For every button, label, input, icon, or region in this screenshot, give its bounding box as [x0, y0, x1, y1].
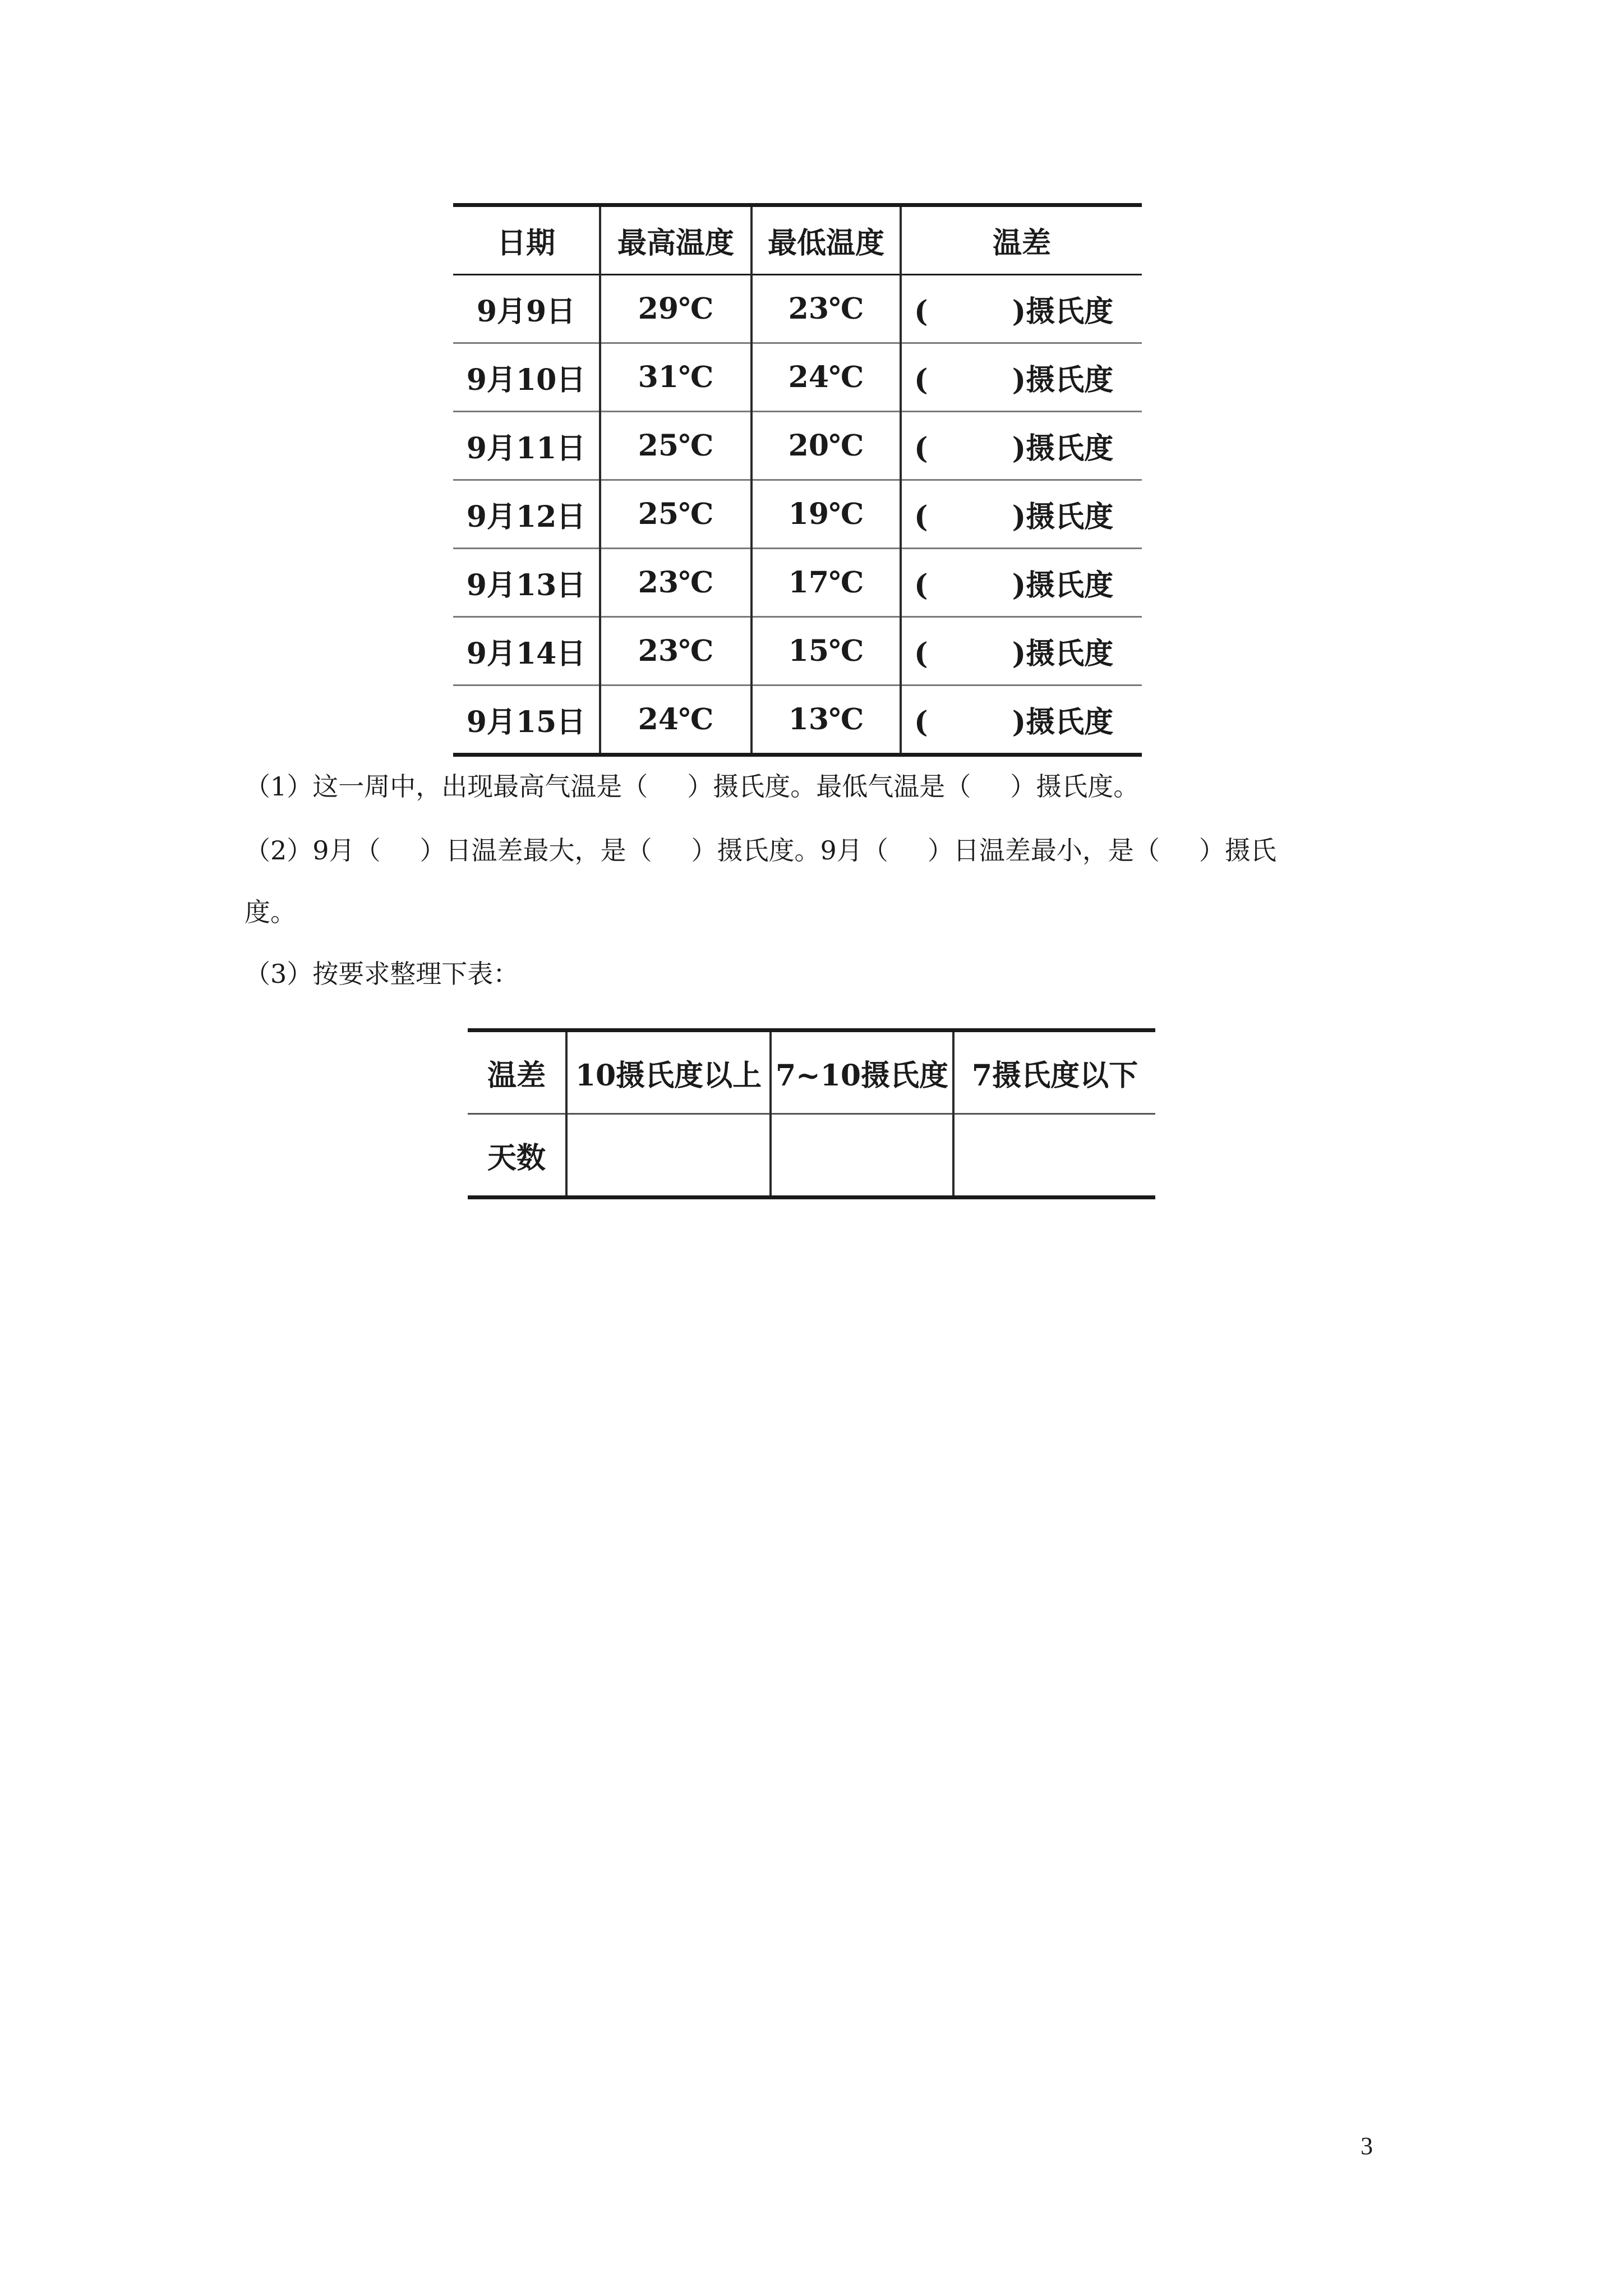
date-cell: 9月9日	[453, 275, 600, 343]
high-temp-cell: 23℃	[600, 617, 751, 685]
table-row	[453, 412, 1142, 480]
header-below-7: 7摄氏度以下	[953, 1030, 1155, 1114]
low-temp-cell: 24℃	[751, 343, 901, 412]
table-row	[453, 480, 1142, 549]
question-2-text-a: （2）9月（	[245, 835, 381, 866]
high-temp-cell: 25℃	[600, 480, 751, 549]
low-temp-cell: 20℃	[751, 412, 901, 480]
temp-diff-blank-cell[interactable]	[901, 549, 1142, 617]
paren-open: (	[914, 295, 928, 329]
temperature-table-header	[453, 205, 1142, 275]
high-temp-cell: 24℃	[600, 685, 751, 755]
date-cell: 9月15日	[453, 685, 600, 755]
question-1-text-c: ）摄氏度。	[1010, 771, 1140, 802]
low-temp-cell: 13℃	[751, 685, 901, 755]
question-2-text-c: ）摄氏度。9月（	[691, 835, 888, 866]
unit-label: )摄氏度	[1012, 500, 1114, 534]
paren-open: (	[914, 705, 928, 739]
table-row	[453, 343, 1142, 412]
high-temp-cell: 29℃	[600, 275, 751, 343]
low-temp-cell: 15℃	[751, 617, 901, 685]
date-cell: 9月11日	[453, 412, 600, 480]
temp-diff-blank-cell[interactable]	[901, 480, 1142, 549]
unit-label: )摄氏度	[1012, 705, 1114, 739]
header-temp-diff: 温差	[901, 205, 1142, 275]
paren-open: (	[914, 500, 928, 534]
date-cell: 9月13日	[453, 549, 600, 617]
date-cell: 9月10日	[453, 343, 600, 412]
header-temp-diff: 温差	[468, 1030, 566, 1114]
summary-table	[468, 1028, 1155, 1199]
question-1-text-b: ）摄氏度。最低气温是（	[687, 771, 971, 802]
question-1-text-a: （1）这一周中，出现最高气温是（	[245, 771, 648, 802]
row-label-days: 天数	[468, 1114, 566, 1198]
temperature-table	[453, 203, 1142, 757]
days-below-7-blank[interactable]	[953, 1114, 1155, 1198]
header-date: 日期	[453, 205, 600, 275]
question-2-line-2: 度。	[245, 897, 296, 927]
question-2-line-1	[245, 834, 1276, 867]
paren-open: (	[914, 363, 928, 397]
temp-diff-blank-cell[interactable]	[901, 617, 1142, 685]
paren-open: (	[914, 431, 928, 466]
table-row	[453, 617, 1142, 685]
temp-diff-blank-cell[interactable]	[901, 275, 1142, 343]
header-low-temp: 最低温度	[751, 205, 901, 275]
unit-label: )摄氏度	[1012, 295, 1114, 329]
low-temp-cell: 23℃	[751, 275, 901, 343]
temp-diff-blank-cell[interactable]	[901, 685, 1142, 755]
header-above-10: 10摄氏度以上	[566, 1030, 771, 1114]
days-above-10-blank[interactable]	[566, 1114, 771, 1198]
question-2-text-d: ）日温差最小，是（	[927, 835, 1160, 866]
high-temp-cell: 23℃	[600, 549, 751, 617]
page-number: 3	[1361, 2132, 1373, 2160]
unit-label: )摄氏度	[1012, 568, 1114, 602]
days-7-to-10-blank[interactable]	[771, 1114, 953, 1198]
table-row	[453, 549, 1142, 617]
high-temp-cell: 25℃	[600, 412, 751, 480]
question-2-text-b: ）日温差最大，是（	[419, 835, 652, 866]
low-temp-cell: 19℃	[751, 480, 901, 549]
date-cell: 9月14日	[453, 617, 600, 685]
date-cell: 9月12日	[453, 480, 600, 549]
header-high-temp: 最高温度	[600, 205, 751, 275]
table-row	[468, 1114, 1155, 1198]
header-7-to-10: 7~10摄氏度	[771, 1030, 953, 1114]
low-temp-cell: 17℃	[751, 549, 901, 617]
unit-label: )摄氏度	[1012, 363, 1114, 397]
summary-table-header	[468, 1030, 1155, 1114]
question-3: （3）按要求整理下表：	[245, 959, 519, 989]
unit-label: )摄氏度	[1012, 431, 1114, 466]
question-1	[245, 770, 1139, 803]
question-2-text-e: ）摄氏	[1198, 835, 1276, 866]
temp-diff-blank-cell[interactable]	[901, 412, 1142, 480]
high-temp-cell: 31℃	[600, 343, 751, 412]
paren-open: (	[914, 568, 928, 602]
unit-label: )摄氏度	[1012, 637, 1114, 671]
table-row	[453, 685, 1142, 755]
table-row	[453, 275, 1142, 343]
temp-diff-blank-cell[interactable]	[901, 343, 1142, 412]
paren-open: (	[914, 637, 928, 671]
